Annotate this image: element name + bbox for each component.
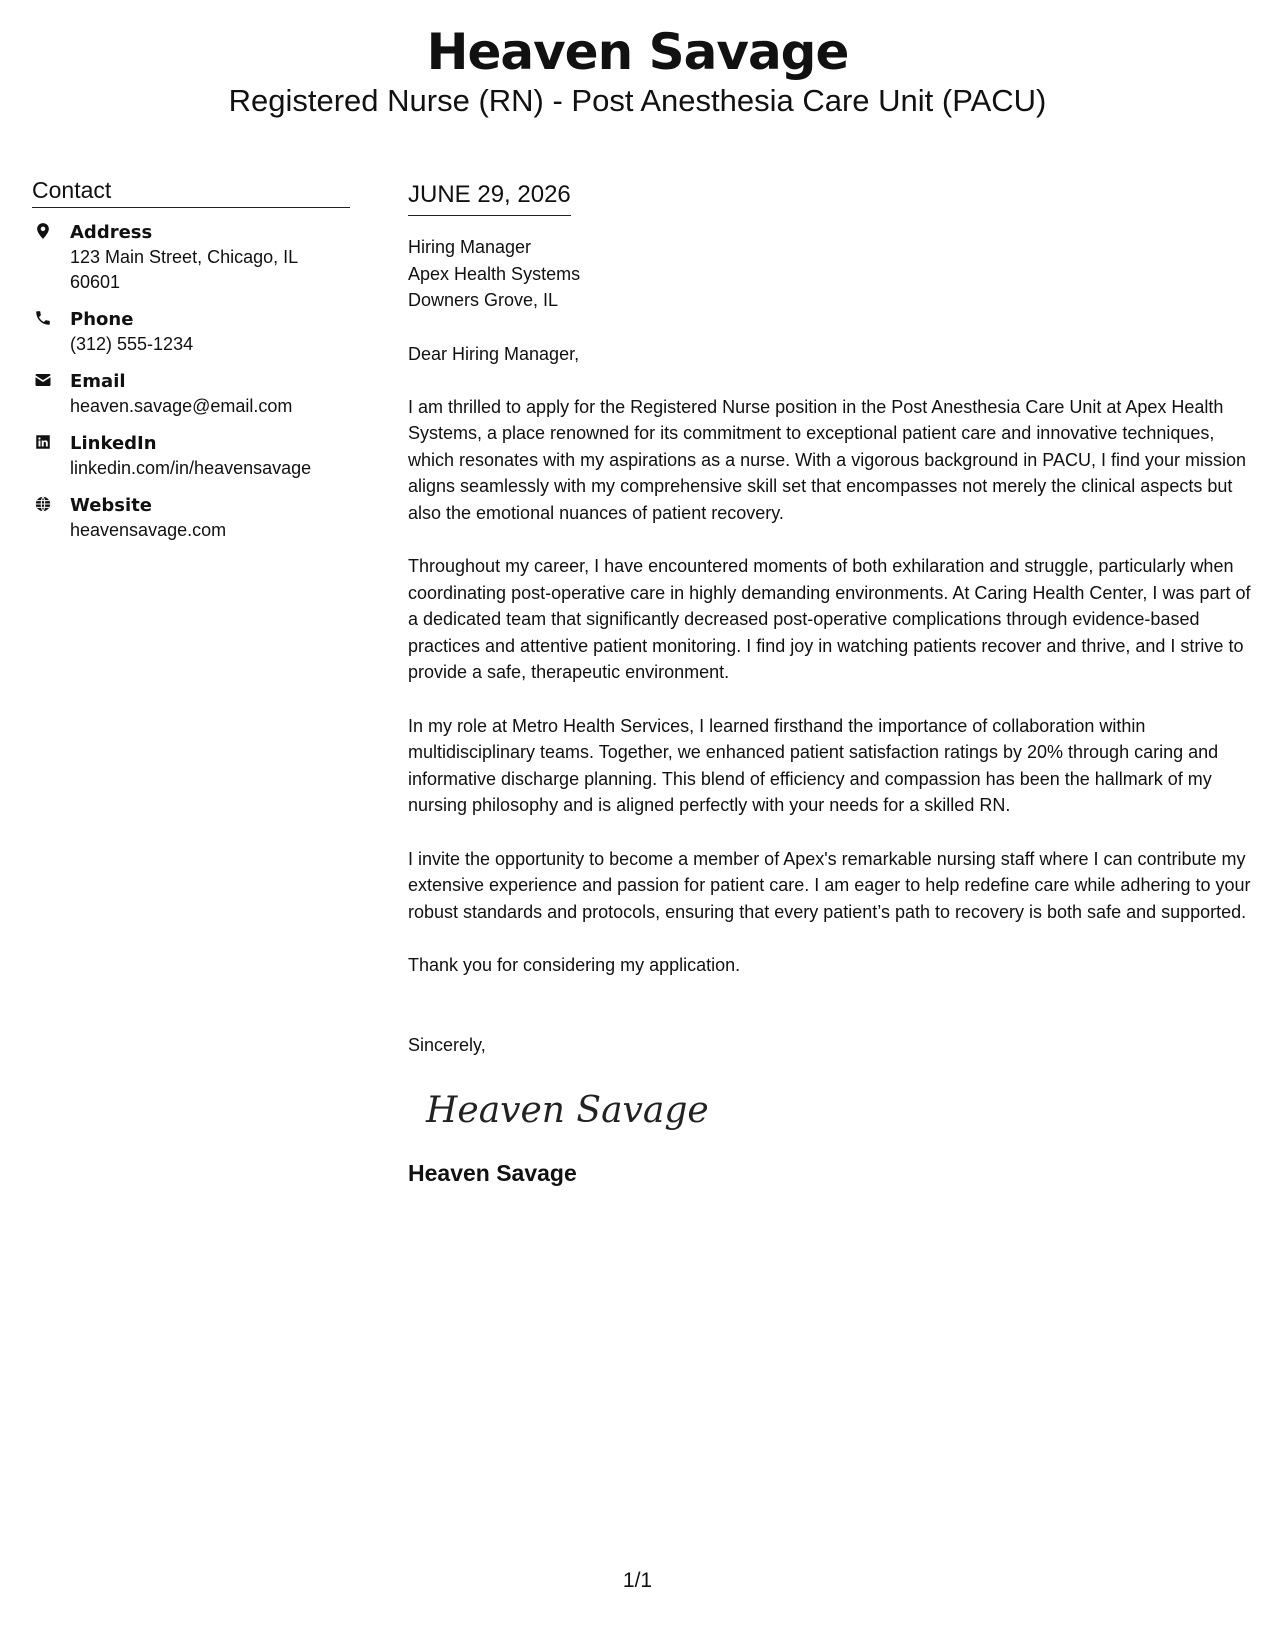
contact-heading: Contact [32,175,350,208]
letter-body [408,175,1253,1188]
address-value: 123 Main Street, Chicago, IL 60601 [70,247,298,292]
phone-label: Phone [70,309,134,330]
paragraph-4: I invite the opportunity to become a member of Apex's remarkable nursing staff where I can contribute my extensive experience and passion for patient care. I am eager to help redefine care while adhering to your robust standards and protocols, ensuring that every patient’s path to recovery is both safe and supported. [408,848,1251,922]
salutation: Dear Hiring Manager, [408,343,580,364]
recipient-block [408,234,1253,314]
phone-value: (312) 555-1234 [70,334,194,354]
linkedin-label: LinkedIn [70,433,157,454]
contact-sidebar [32,175,350,555]
contact-email [32,369,350,419]
signature: Heaven Savage [426,1089,709,1131]
globe-icon [34,495,52,513]
linkedin-icon [34,433,52,451]
contact-linkedin [32,431,350,481]
address-label: Address [70,222,153,243]
header [0,22,1275,120]
paragraph-2: Throughout my career, I have encountered moments of both exhilaration and struggle, particularly when coordinating post-operative care in highly demanding environments. At Caring Health Center, I was part of a dedicated team that significantly decreased post-operative complications through evidence-based practices and attentive patient monitoring. I find joy in watching patients recover and thrive, and I strive to provide a safe, therapeutic environment. [408,556,1251,682]
page-number: 1/1 [622,1569,653,1592]
website-value: heavensavage.com [70,520,227,540]
contact-phone [32,307,350,357]
job-title: Registered Nurse (RN) - Post Anesthesia Care Unit (PACU) [228,83,1047,118]
paragraph-3: In my role at Metro Health Services, I learned firsthand the importance of collaboration within multidisciplinary teams. Together, we enhanced patient satisfaction ratings by 20% through caring and informative discharge planning. This blend of efficiency and compassion has been the hallmark of my nursing philosophy and is aligned perfectly with your needs for a skilled RN. [408,715,1219,815]
location-pin-icon [34,222,52,240]
contact-website [32,493,350,543]
linkedin-value: linkedin.com/in/heavensavage [70,458,312,478]
email-label: Email [70,371,126,392]
signer-name: Heaven Savage [408,1159,577,1186]
envelope-icon [34,371,52,389]
paragraph-1: I am thrilled to apply for the Registered Nurse position in the Post Anesthesia Care Unit at Apex Health Systems, a place renowned for its commitment to exceptional patient care and innovative techniques, which resonates with my aspirations as a nurse. With a vigorous background in PACU, I find your mission aligns seamlessly with my comprehensive skill set that encompasses not merely the clinical aspects but also the emotional nuances of patient recovery. [408,396,1247,523]
email-value: heaven.savage@email.com [70,396,293,416]
recipient-location: Downers Grove, IL [408,290,559,310]
closing: Sincerely, [408,1034,486,1055]
phone-icon [34,309,52,327]
recipient-company: Apex Health Systems [408,263,581,284]
website-label: Website [70,495,153,516]
contact-address [32,220,350,295]
applicant-name: Heaven Savage [426,23,849,81]
letter-date: JUNE 29, 2026 [408,179,571,216]
recipient-name: Hiring Manager [408,237,532,257]
paragraph-5: Thank you for considering my application. [408,955,741,975]
